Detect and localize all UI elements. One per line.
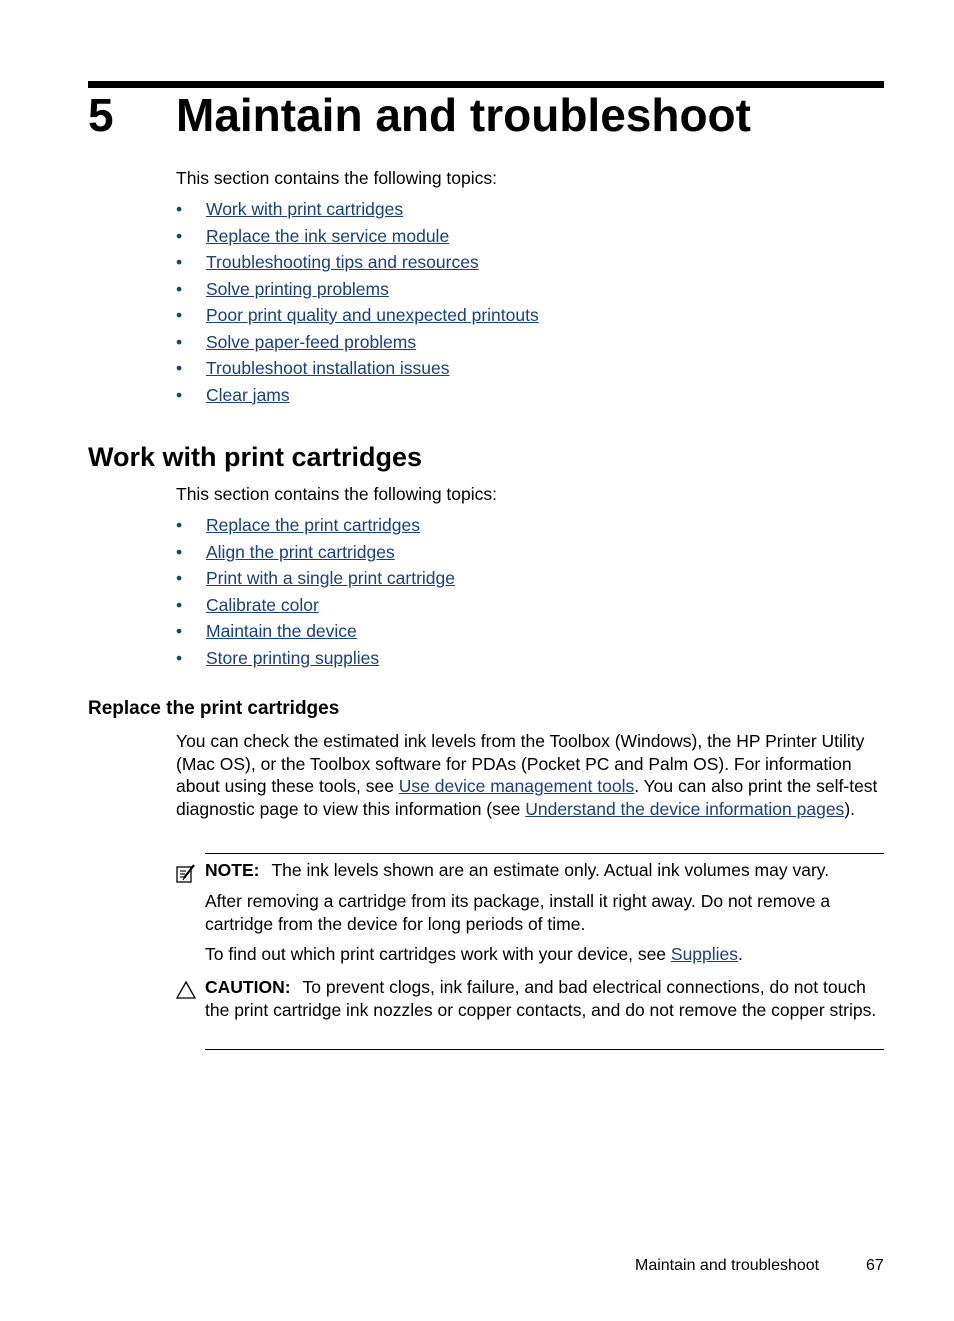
subsection-heading: Replace the print cartridges — [88, 698, 340, 719]
body-paragraph: You can check the estimated ink levels from the Toolbox (Windows), the HP Printer Utility (Mac OS), or the Toolbox software for PDAs (Pocket PC and Palm OS). For information about using these tools, see Use device management tools. You can also print the self-test diagnostic page to view this information (see Understand the device information pages). — [176, 731, 878, 819]
chapter-topic-list — [176, 198, 539, 410]
list-item: • Troubleshoot installation issues — [176, 358, 450, 378]
note-divider-bottom — [205, 1049, 884, 1050]
list-item: • Calibrate color — [176, 594, 319, 615]
topic-link-align-print-cartridges[interactable]: Align the print cartridges — [206, 541, 395, 562]
caution-label: CAUTION: — [205, 977, 291, 997]
list-item: • Solve printing problems — [176, 278, 389, 299]
chapter-number: 5 — [88, 89, 114, 141]
footer-page-number: 67 — [866, 1257, 884, 1274]
section-topic-list — [176, 514, 455, 673]
link-understand-device-information-pages[interactable]: Understand the device information pages — [525, 798, 845, 819]
topic-link-troubleshoot-installation[interactable]: Troubleshoot installation issues — [206, 358, 450, 378]
topic-link-work-with-print-cartridges[interactable]: Work with print cartridges — [206, 199, 404, 219]
topic-link-troubleshooting-tips[interactable]: Troubleshooting tips and resources — [206, 252, 479, 272]
note-pencil-icon — [175, 862, 197, 884]
chapter-intro: This section contains the following topics: — [176, 168, 497, 188]
list-item: • Troubleshooting tips and resources — [176, 252, 479, 272]
topic-link-store-printing-supplies[interactable]: Store printing supplies — [206, 647, 380, 668]
section-intro: This section contains the following topics: — [176, 484, 497, 504]
list-item: • Solve paper-feed problems — [176, 331, 417, 352]
note-label: NOTE: — [205, 860, 260, 880]
footer-chapter-title: Maintain and troubleshoot — [635, 1257, 820, 1274]
topic-link-calibrate-color[interactable]: Calibrate color — [206, 594, 319, 615]
link-use-device-management-tools[interactable]: Use device management tools — [398, 776, 635, 796]
note-paragraph-3: To find out which print cartridges work with your device, see Supplies. — [205, 944, 743, 964]
list-item: • Print with a single print cartridge — [176, 568, 455, 588]
note-divider-top — [205, 853, 884, 854]
list-item: • Maintain the device — [176, 621, 357, 641]
list-item: • Store printing supplies — [176, 647, 380, 668]
topic-link-poor-print-quality[interactable]: Poor print quality and unexpected printouts — [206, 305, 539, 325]
topic-link-replace-ink-service-module[interactable]: Replace the ink service module — [206, 225, 450, 246]
topic-link-maintain-device[interactable]: Maintain the device — [206, 621, 357, 641]
caution-triangle-icon — [175, 979, 197, 1001]
topic-link-replace-print-cartridges[interactable]: Replace the print cartridges — [206, 515, 420, 535]
chapter-rule — [88, 81, 884, 88]
note-paragraph-2: After removing a cartridge from its package, install it right away. Do not remove a cartridge from the device for long periods of time. — [205, 891, 831, 934]
topic-link-solve-printing-problems[interactable]: Solve printing problems — [206, 278, 389, 299]
list-item: • Poor print quality and unexpected printouts — [176, 305, 539, 325]
list-item: • Clear jams — [176, 384, 290, 405]
chapter-heading — [88, 88, 751, 142]
chapter-title: Maintain and troubleshoot — [176, 89, 751, 141]
section-heading: Work with print cartridges — [88, 442, 423, 472]
note-text: The ink levels shown are an estimate only. Actual ink volumes may vary. — [271, 860, 830, 880]
link-supplies[interactable]: Supplies — [670, 944, 739, 964]
note-paragraph — [205, 859, 884, 882]
caution-paragraph — [205, 976, 884, 1021]
list-item: • Align the print cartridges — [176, 541, 395, 562]
list-item: • Work with print cartridges — [176, 199, 404, 219]
caution-text: To prevent clogs, ink failure, and bad electrical connections, do not touch the print cartridge ink nozzles or copper contacts, and do not remove the copper strips. — [205, 977, 877, 1020]
topic-link-solve-paper-feed[interactable]: Solve paper-feed problems — [206, 331, 417, 352]
list-item: • Replace the ink service module — [176, 225, 450, 246]
topic-link-clear-jams[interactable]: Clear jams — [206, 384, 290, 405]
list-item: • Replace the print cartridges — [176, 515, 420, 535]
topic-link-print-single-cartridge[interactable]: Print with a single print cartridge — [206, 568, 455, 588]
